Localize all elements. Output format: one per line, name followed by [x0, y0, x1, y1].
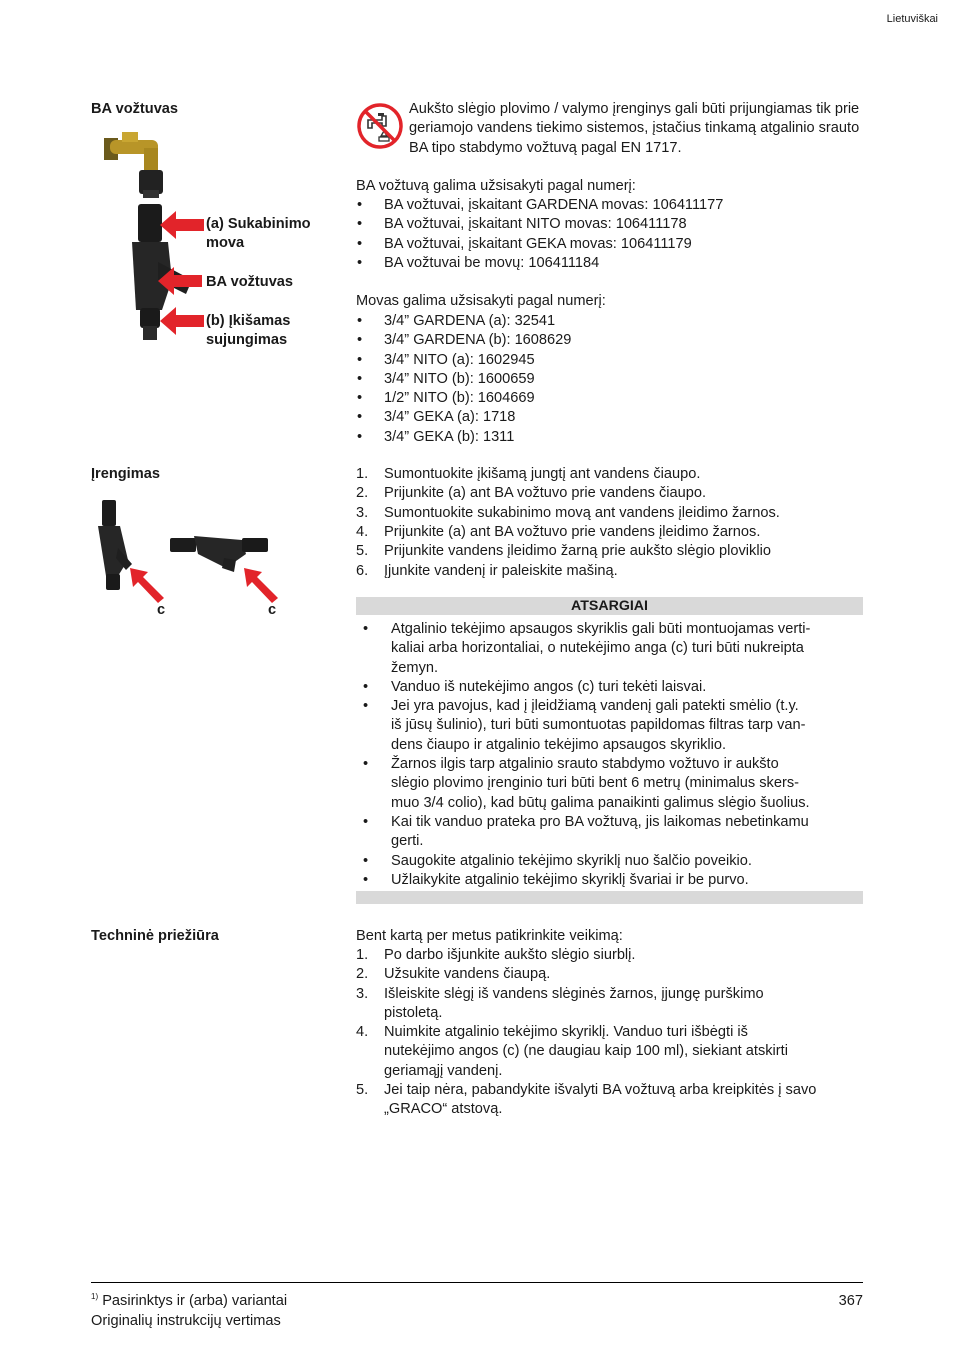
footer-divider — [91, 1282, 863, 1283]
installation-steps — [356, 465, 866, 582]
language-label: Lietuviškai — [886, 13, 938, 25]
list-item: 2. Užsukite vandens čiaupą. — [356, 966, 551, 983]
list-item: 6. Įjunkite vandenį ir paleiskite mašiną. — [356, 563, 618, 580]
list-item: • Atgalinio tekėjimo apsaugos skyriklis gali būti montuojamas verti- kaliai arba horizontaliai, o nutekėjimo anga (c) turi būti nukreipta žemyn. — [362, 620, 857, 678]
footnote-text: Pasirinktys ir (arba) variantai — [102, 1293, 288, 1309]
list-item: • 3/4” GEKA (b): 1311 — [356, 428, 856, 447]
maintenance-steps — [356, 946, 866, 1120]
translation-note: Originalių instrukcijų vertimas — [91, 1313, 281, 1329]
list-item: • 1/2” NITO (b): 1604669 — [356, 389, 856, 408]
footnote — [91, 1292, 287, 1311]
red-arrow-icon — [128, 566, 166, 604]
section-title-ba-valve: BA vožtuvas — [91, 101, 179, 117]
list-item: • Jei yra pavojus, kad į įleidžiamą vandenį gali patekti smėlio (t.y. iš jūsų šulinio), turi būti sumontuotas papildomas filtras tarp van- dens čiaupo ir atgalinio tekėjimo apsaugos skyriklio. — [362, 697, 857, 755]
order-intro: BA vožtuvą galima užsisakyti pagal numerį: — [356, 178, 636, 194]
list-item: 1. Sumontuokite įkišamą jungtį ant vandens čiaupo. — [356, 466, 701, 482]
label-drain-c: c — [157, 602, 166, 618]
section-title-maintenance: Techninė priežiūra — [91, 928, 219, 944]
list-item: • 3/4” GARDENA (a): 32541 — [356, 312, 856, 331]
maintenance-intro: Bent kartą per metus patikrinkite veikimą: — [356, 928, 623, 944]
list-item: 5. Jei taip nėra, pabandykite išvalyti BA vožtuvą arba kreipkitės į savo „GRACO“ atstovą. — [356, 1082, 817, 1118]
red-arrow-icon — [242, 566, 280, 604]
list-item: • Saugokite atgalinio tekėjimo skyriklį nuo šalčio poveikio. — [362, 852, 857, 871]
list-item: 1. Po darbo išjunkite aukšto slėgio siurblį. — [356, 947, 636, 963]
order-list — [356, 196, 856, 273]
warning-bottom-bar — [356, 891, 863, 904]
list-item: • Užlaikykite atgalinio tekėjimo skyriklį švariai ir be purvo. — [362, 871, 857, 890]
list-item: • BA vožtuvai be movų: 106411184 — [356, 254, 856, 273]
warning-list — [362, 620, 857, 890]
red-arrow-icon — [160, 304, 206, 338]
coupling-intro: Movas galima užsisakyti pagal numerį: — [356, 293, 606, 309]
list-item: • 3/4” NITO (b): 1600659 — [356, 370, 856, 389]
label-coupling-a: (a) Sukabinimo mova — [206, 216, 311, 252]
warning-title: ATSARGIAI — [356, 597, 863, 615]
list-item: 4. Prijunkite (a) ant BA vožtuvo prie vandens įleidimo žarnos. — [356, 523, 761, 540]
coupling-list — [356, 312, 856, 447]
footnote-mark: 1) — [91, 1292, 99, 1301]
list-item: • BA vožtuvai, įskaitant GEKA movas: 106411179 — [356, 235, 856, 254]
list-item: 3. Išleiskite slėgį iš vandens slėginės žarnos, įjungę purškimo pistoletą. — [356, 985, 764, 1021]
label-insert-b: (b) Įkišamas sujungimas — [206, 313, 291, 349]
list-item: • Žarnos ilgis tarp atgalinio srauto stabdymo vožtuvo ir aukšto slėgio plovimo įrenginio turi būti bent 6 metrų (minimalus skers- muo 3/4 colio), kad būtų galima panaikinti galimus slėgio šuolius. — [362, 755, 857, 813]
list-item: • 3/4” GEKA (a): 1718 — [356, 408, 856, 427]
drinking-water-notice: Aukšto slėgio plovimo / valymo įrenginys gali būti prijungiamas tik prie geriamojo vandens tiekimo sistemos, įstačius tinkamą atgalinio srauto BA tipo stabdymo vožtuvą pagal EN 1717. — [409, 101, 860, 156]
list-item: 2. Prijunkite (a) ant BA vožtuvo prie vandens čiaupo. — [356, 485, 707, 502]
list-item: • BA vožtuvai, įskaitant NITO movas: 106411178 — [356, 215, 856, 234]
red-arrow-icon — [160, 208, 206, 242]
list-item: • Kai tik vanduo prateka pro BA vožtuvą, jis laikomas nebetinkamu gerti. — [362, 813, 857, 852]
list-item: • BA vožtuvai, įskaitant GARDENA movas: 106411177 — [356, 196, 856, 215]
list-item: • 3/4” GARDENA (b): 1608629 — [356, 331, 856, 350]
label-drain-c: c — [268, 602, 277, 618]
no-drinking-water-icon — [356, 102, 404, 150]
label-ba-valve: BA vožtuvas — [206, 274, 294, 290]
list-item: 4. Nuimkite atgalinio tekėjimo skyriklį. Vanduo turi išbėgti iš nutekėjimo angos (c) (ne daugiau kaip 100 ml), siekiant atskirti geriamąjį vandenį. — [356, 1024, 788, 1079]
red-arrow-icon — [158, 264, 204, 298]
list-item: 3. Sumontuokite sukabinimo movą ant vandens įleidimo žarnos. — [356, 504, 780, 521]
page-number: 367 — [838, 1293, 863, 1309]
section-title-installation: Įrengimas — [91, 466, 160, 482]
list-item: • 3/4” NITO (a): 1602945 — [356, 351, 856, 370]
list-item: • Vanduo iš nutekėjimo angos (c) turi tekėti laisvai. — [362, 678, 857, 697]
list-item: 5. Prijunkite vandens įleidimo žarną prie aukšto slėgio ploviklio — [356, 543, 771, 560]
